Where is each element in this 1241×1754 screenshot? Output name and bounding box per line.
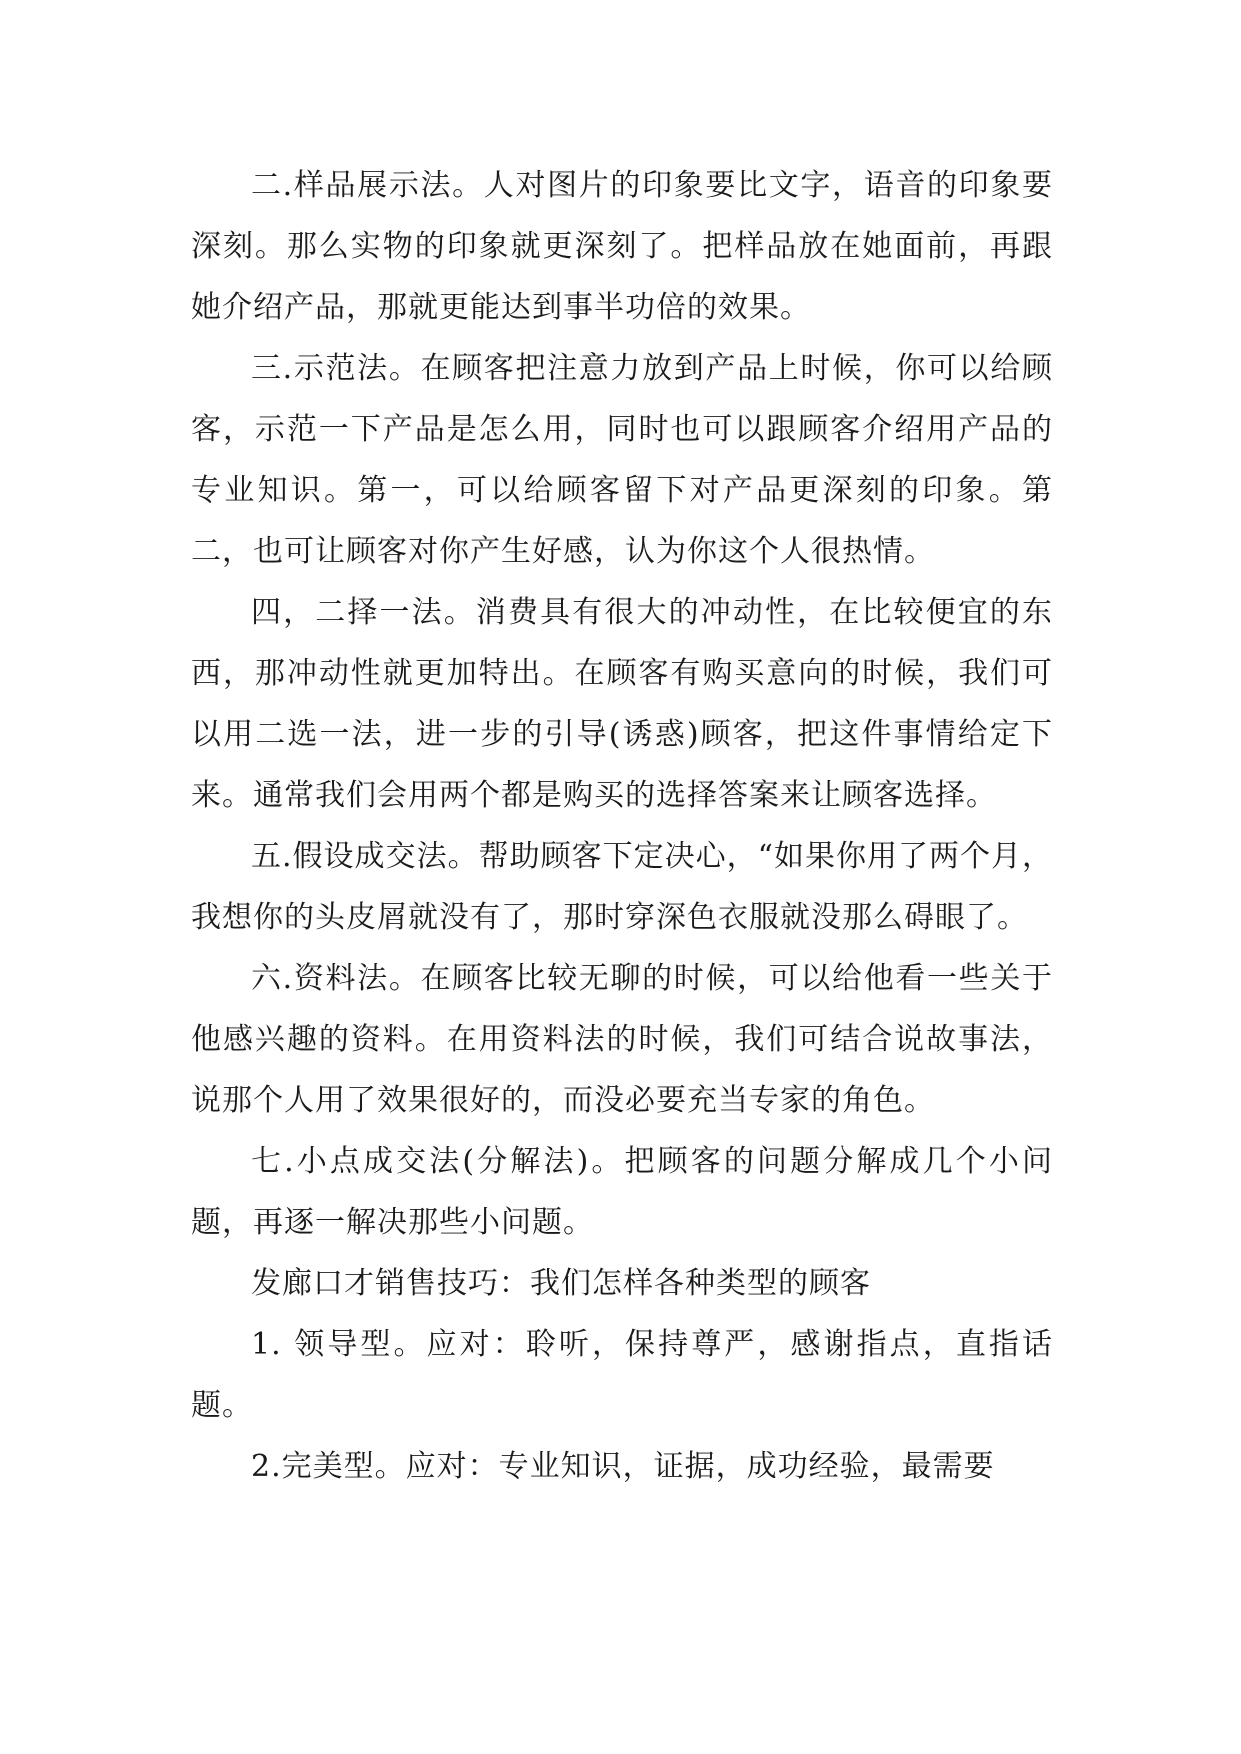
paragraph-small-point-close-method: 七.小点成交法(分解法)。把顾客的问题分解成几个小问题，再逐一解决那些小问题。 [191, 1144, 1053, 1240]
section-heading-customer-types: 发廊口才销售技巧：我们怎样各种类型的顾客 [251, 1266, 871, 1301]
paragraph-assumed-close-method: 五.假设成交法。帮助顾客下定决心，“如果你用了两个月，我想你的头皮屑就没有了，那时穿深色衣服就没那么碍眼了。 [191, 839, 1053, 935]
paragraph-leader-type: 1. 领导型。应对：聆听，保持尊严，感谢指点，直指话题。 [191, 1327, 1053, 1423]
document-page [191, 155, 1053, 1497]
paragraph-choice-method: 四，二择一法。消费具有很大的冲动性，在比较便宜的东西，那冲动性就更加特出。在顾客有购买意向的时候，我们可以用二选一法，进一步的引导(诱惑)顾客，把这件事情给定下来。通常我们会用两个都是购买的选择答案来让顾客选择。 [191, 595, 1053, 813]
paragraph-sample-display-method: 二.样品展示法。人对图片的印象要比文字，语音的印象要深刻。那么实物的印象就更深刻了。把样品放在她面前，再跟她介绍产品，那就更能达到事半功倍的效果。 [191, 168, 1053, 325]
paragraph-materials-method: 六.资料法。在顾客比较无聊的时候，可以给他看一些关于他感兴趣的资料。在用资料法的时候，我们可结合说故事法，说那个人用了效果很好的，而没必要充当专家的角色。 [191, 961, 1053, 1118]
paragraph-demonstration-method: 三.示范法。在顾客把注意力放到产品上时候，你可以给顾客，示范一下产品是怎么用，同时也可以跟顾客介绍用产品的专业知识。第一，可以给顾客留下对产品更深刻的印象。第二，也可让顾客对你产生好感，认为你这个人很热情。 [191, 351, 1053, 569]
paragraph-perfectionist-type: 2.完美型。应对：专业知识，证据，成功经验，最需要 [251, 1449, 995, 1484]
